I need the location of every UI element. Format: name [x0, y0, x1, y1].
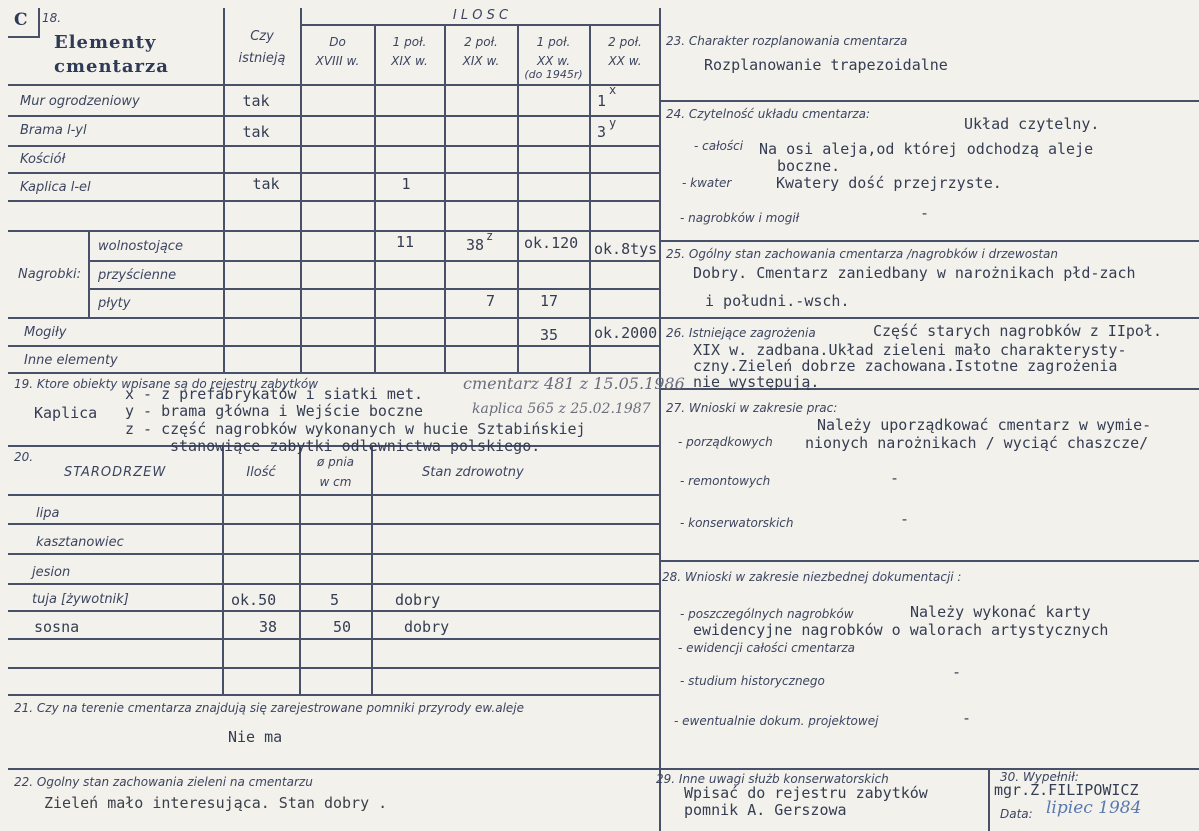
mogily-col4: 35 [540, 326, 559, 344]
rule [8, 230, 661, 232]
rule [8, 115, 661, 117]
s28-stud-label: - studium historycznego [680, 674, 825, 688]
rule [8, 638, 661, 640]
s28-ewent-label: - ewentualnie dokum. projektowej [674, 714, 879, 728]
s28-ewent-value: - [962, 709, 972, 727]
plyty-col3: 7 [486, 292, 496, 310]
s24-calosci-label: - całości [694, 139, 744, 153]
s27-porz-value: Należy uporządkować cmentarz w wymie- [817, 416, 1152, 434]
sosna-pnia: 50 [333, 618, 352, 636]
row-label-inne: Inne elementy [24, 353, 118, 368]
group-label-nagrobki: Nagrobki: [18, 267, 82, 282]
s28-label: 28. Wnioski w zakresie niezbednej dokumentacji : [662, 570, 962, 584]
tuja-pnia: 5 [330, 591, 340, 609]
s28-posz-label: - poszczególnych nagrobków [680, 607, 854, 621]
s26-label: 26. Istniejące zagrożenia [666, 326, 816, 340]
s29-value-2: pomnik A. Gerszowa [684, 801, 847, 819]
rule [659, 8, 661, 831]
rule [8, 172, 661, 174]
rule [661, 317, 1199, 319]
row-label-przyscienne: przyścienne [98, 268, 177, 283]
s30-value: mgr.Z.FILIPOWICZ [994, 781, 1139, 799]
row-label-mur: Mur ogrodzeniowy [20, 94, 140, 109]
s28-ewid-label: - ewidencji całości cmentarza [678, 641, 856, 655]
s21-value: Nie ma [228, 728, 283, 746]
tree-kasztanowiec: kasztanowiec [36, 535, 124, 550]
rule [444, 24, 446, 372]
col1-header-2: XVIII w. [315, 54, 360, 68]
rule [8, 768, 661, 770]
s19-line-y: y - brama główna i Wejście boczne [125, 402, 424, 420]
row-label-wolnostojace: wolnostojące [98, 239, 183, 254]
s20-col-pnia-2: w cm [319, 475, 352, 489]
rule [8, 667, 661, 669]
s30-data-value: lipiec 1984 [1046, 798, 1142, 818]
s27-porz-value-2: nionych narożnikach / wyciąć chaszcze/ [805, 434, 1149, 452]
rule [222, 445, 224, 694]
s27-kons-value: - [900, 510, 910, 528]
s19-stamp1: cmentarz 481 z 15.05.1986 [463, 374, 685, 393]
sup-z: z [486, 229, 494, 243]
col1-header: Do [329, 35, 346, 49]
s30-label: 30. Wypełnił: [1000, 770, 1079, 784]
s22-label: 22. Ogolny stan zachowania zieleni na cmentarzu [14, 775, 313, 789]
col4-header-3: (do 1945r) [524, 68, 583, 81]
rule [8, 145, 661, 147]
rule [8, 553, 661, 555]
sup-x: x [609, 83, 617, 97]
wolno-col4: ok.120 [524, 234, 579, 252]
rule [8, 583, 661, 585]
s24-calosci-value: Na osi aleja,od której odchodzą aleje [759, 140, 1094, 158]
rule [589, 24, 591, 372]
rule [8, 694, 661, 696]
sosna-ilosc: 38 [259, 618, 278, 636]
wolno-col3: 38 [466, 236, 485, 254]
s22-value: Zieleń mało interesująca. Stan dobry . [44, 794, 388, 812]
col3-header: 2 poł. [464, 35, 498, 49]
s27-kons-label: - konserwatorskich [680, 516, 794, 530]
col5-header-2: XX w. [608, 54, 642, 68]
s28-ewid-value: - [952, 663, 962, 681]
col4-header-2: XX w. [536, 54, 571, 68]
s24-calosci-value-2: boczne. [777, 157, 841, 175]
s18-number: 18. [42, 11, 62, 25]
s18-title-line1: Elementy [54, 32, 157, 53]
s19-line-z2: stanowiące zabytki odlewnictwa polskiego. [170, 437, 541, 455]
rule [8, 523, 661, 525]
tuja-stan: dobry [395, 591, 441, 609]
tree-tuja: tuja [żywotnik] [32, 592, 129, 607]
col-exists-header-2: istnieją [238, 51, 286, 66]
s27-label: 27. Wnioski w zakresie prac: [666, 401, 838, 415]
col4-header: 1 poł. [536, 35, 571, 49]
s24-nagrobkow-label: - nagrobków i mogił [680, 211, 800, 225]
brama-col5: 3 [597, 123, 607, 141]
s18-title-line2: cmentarza [54, 56, 169, 77]
card-letter: C [14, 10, 28, 30]
s30-data-label: Data: [1000, 807, 1033, 821]
s19-kaplica: Kaplica [34, 404, 98, 422]
rule [661, 768, 1199, 770]
col3-header-2: XIX w. [462, 54, 500, 68]
col-group-header: I L O S C [452, 8, 509, 23]
s24-kwater-label: - kwater [682, 176, 732, 190]
s27-rem-value: - [890, 469, 900, 487]
s26-value-3: czny.Zieleń dobrze zachowana.Istotne zagrożenia [693, 357, 1118, 375]
s24-nagrobkow-value: - [920, 204, 930, 222]
s19-label: 19. Ktore obiekty wpisane są do rejestru zabytków [14, 377, 319, 391]
tree-jesion: jesion [32, 565, 71, 580]
row-label-plyty: płyty [98, 296, 131, 311]
s28-posz-value: Należy wykonać karty [910, 603, 1091, 621]
s21-label: 21. Czy na terenie cmentarza znajdują się zarejestrowane pomniki przyrody ew.aleje [14, 701, 525, 715]
s26-value-2: XIX w. zadbana.Układ zieleni mało charakterysty- [693, 341, 1127, 359]
wolno-col2: 11 [395, 233, 415, 251]
s29-value: Wpisać do rejestru zabytków [684, 784, 928, 802]
tuja-ilosc: ok.50 [231, 591, 277, 609]
s20-col-stan: Stan zdrowotny [422, 465, 524, 480]
col2-header-2: XIX w. [391, 54, 428, 68]
row-label-mogily: Mogiły [24, 325, 67, 340]
wolno-col5: ok.8tys [594, 240, 658, 258]
rule [300, 24, 661, 26]
s26-value: Część starych nagrobków z IIpoł. [873, 322, 1162, 340]
row-label-brama: Brama l-yl [20, 123, 87, 138]
s25-label: 25. Ogólny stan zachowania cmentarza /nagrobków i drzewostan [666, 247, 1058, 261]
row-label-kosciol: Kościół [20, 152, 66, 167]
s20-col-ilosc: Ilość [246, 465, 276, 480]
s23-label: 23. Charakter rozplanowania cmentarza [666, 34, 908, 48]
mogily-col5: ok.2000 [594, 324, 658, 342]
s26-value-4: nie występują. [693, 373, 820, 391]
s24-label: 24. Czytelność układu cmentarza: [666, 107, 871, 121]
s27-rem-label: - remontowych [680, 474, 771, 488]
s20-title: STARODRZEW [64, 465, 167, 480]
s27-porz-label: - porządkowych [678, 435, 773, 449]
mur-col5: 1 [597, 92, 607, 110]
mur-exists: tak [242, 92, 270, 110]
s19-line-z: z - część nagrobków wykonanych w hucie Sztabińskiej [125, 420, 586, 438]
rule [8, 345, 661, 347]
s25-value: Dobry. Cmentarz zaniedbany w narożnikach płd-zach [693, 264, 1136, 282]
s19-line-x: x - z prefabrykatów i siatki met. [125, 385, 424, 403]
sosna-stan: dobry [404, 618, 450, 636]
rule [661, 240, 1199, 242]
col2-header: 1 poł. [392, 35, 427, 49]
tree-sosna: sosna [34, 618, 80, 636]
s20-col-pnia: ø pnia [316, 455, 355, 469]
rule [88, 230, 90, 317]
kaplica-col2: 1 [401, 175, 411, 193]
rule [374, 24, 376, 372]
plyty-col4: 17 [540, 292, 559, 310]
rule [988, 768, 990, 831]
sup-y: y [609, 116, 617, 130]
rule [8, 317, 661, 319]
rule [8, 494, 661, 496]
s24-kwater-value: Kwatery dość przejrzyste. [776, 174, 1002, 192]
rule [661, 560, 1199, 562]
kaplica-exists: tak [252, 175, 280, 193]
col5-header: 2 poł. [608, 35, 642, 49]
rule [8, 84, 661, 86]
rule [661, 100, 1199, 102]
brama-exists: tak [242, 123, 270, 141]
s28-posz-value-2: ewidencyjne nagrobków o walorach artystycznych [693, 621, 1109, 639]
s19-stamp2: kaplica 565 z 25.02.1987 [472, 401, 651, 417]
s29-label: 29. Inne uwagi służb konserwatorskich [656, 772, 889, 786]
row-label-kaplica: Kaplica l-el [20, 180, 91, 195]
rule [371, 445, 373, 694]
col-exists-header: Czy [250, 29, 274, 44]
s24-value: Układ czytelny. [964, 115, 1100, 133]
s20-number: 20. [14, 450, 34, 464]
tree-lipa: lipa [36, 506, 60, 521]
rule [8, 610, 661, 612]
s23-value: Rozplanowanie trapezoidalne [704, 56, 948, 74]
rule [8, 200, 661, 202]
s25-value-2: i południ.-wsch. [705, 292, 850, 310]
